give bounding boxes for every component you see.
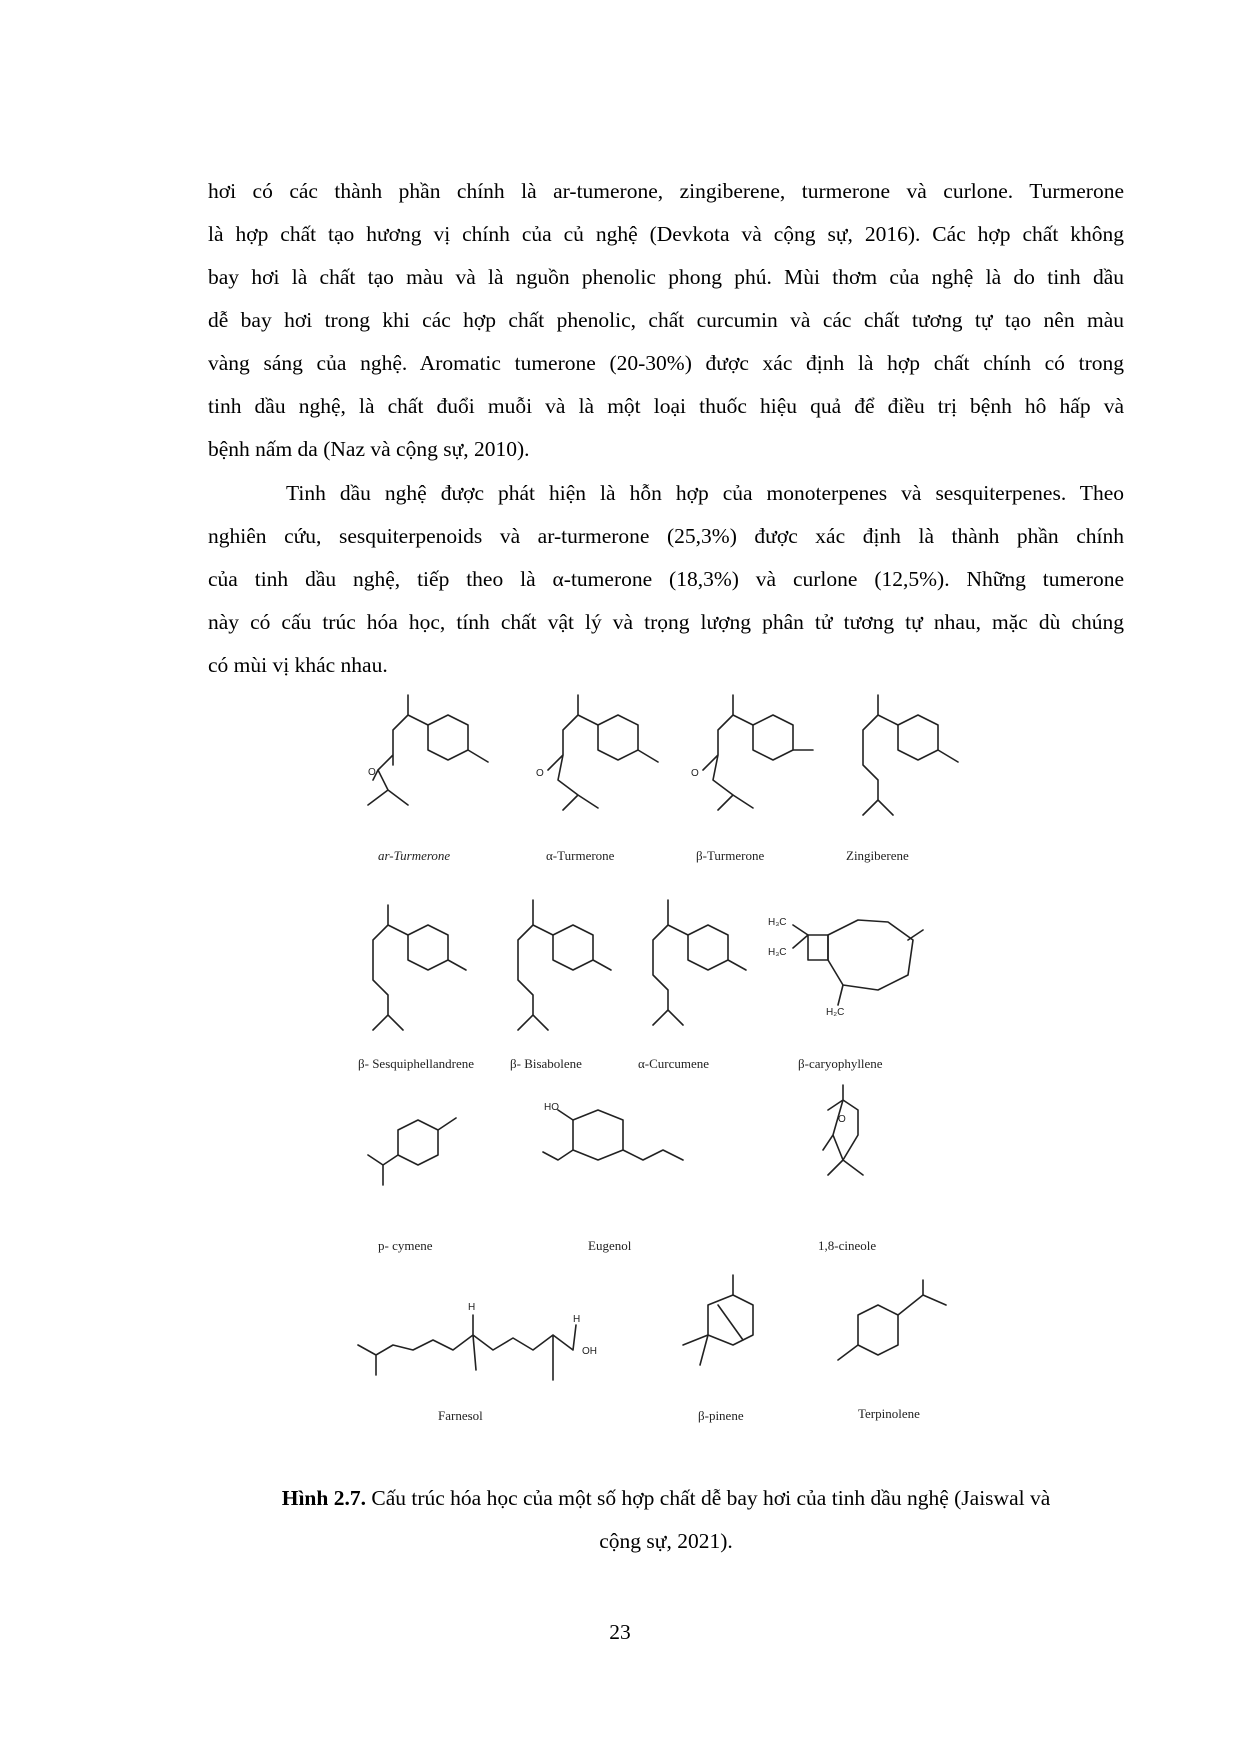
caption-line-1 xyxy=(208,1477,1124,1520)
beta-caryophyllene-structure xyxy=(768,917,923,1018)
paragraph-line: tinh dầu nghệ, là chất đuổi muỗi và là một loại thuốc hiệu quả để điều trị bệnh hô hấp và xyxy=(208,394,1124,418)
paragraph-line: vàng sáng của nghệ. Aromatic tumerone (20-30%) được xác định là hợp chất chính có trong xyxy=(208,351,1124,375)
h2c-label: H₂C xyxy=(826,1007,845,1018)
beta-pinene-structure xyxy=(683,1275,753,1365)
hydroxyl-label: HO xyxy=(544,1102,559,1113)
caption-text: Cấu trúc hóa học của một số hợp chất dễ bay hơi của tinh dầu nghệ (Jaiswal và xyxy=(365,1486,1051,1510)
chemical-structures-figure xyxy=(348,690,1022,1470)
paragraph-line: Tinh dầu nghệ được phát hiện là hỗn hợp của monoterpenes và sesquiterpenes. Theo xyxy=(286,481,1124,505)
paragraph-line: dễ bay hơi trong khi các hợp chất phenolic, chất curcumin và các chất tương tự tạo nên màu xyxy=(208,308,1124,332)
p-cymene-structure xyxy=(368,1118,456,1185)
paragraph-line: là hợp chất tạo hương vị chính của củ nghệ (Devkota và cộng sự, 2016). Các hợp chất không xyxy=(208,222,1124,246)
alpha-turmerone-structure xyxy=(536,695,658,810)
beta-turmerone-structure xyxy=(691,695,813,810)
oxygen-label: O xyxy=(536,768,544,779)
alpha-curcumene-structure xyxy=(653,900,746,1025)
paragraph-2 xyxy=(208,472,1124,687)
beta-sesquiphellandrene-structure xyxy=(373,905,466,1030)
molecule-label: β-Turmerone xyxy=(696,848,765,863)
zingiberene-structure xyxy=(863,695,958,815)
oxygen-label: O xyxy=(838,1114,846,1125)
h3c-label: H₃C xyxy=(768,947,787,958)
molecule-label: Eugenol xyxy=(588,1238,632,1253)
molecule-label: α-Curcumene xyxy=(638,1056,710,1071)
molecule-label: Terpinolene xyxy=(858,1406,920,1421)
oxygen-label: O xyxy=(368,767,376,778)
molecule-label: Farnesol xyxy=(438,1408,483,1423)
hydrogen-label: H xyxy=(573,1314,581,1325)
molecule-label: β-pinene xyxy=(698,1408,744,1423)
h3c-label: H₃C xyxy=(768,917,787,928)
molecule-label: Zingiberene xyxy=(846,848,909,863)
paragraph-line: nghiên cứu, sesquiterpenoids và ar-turmerone (25,3%) được xác định là thành phần chính xyxy=(208,524,1124,548)
molecule-label: α-Turmerone xyxy=(546,848,615,863)
paragraph-line: bay hơi là chất tạo màu và là nguồn phenolic phong phú. Mùi thơm của nghệ là do tinh dầu xyxy=(208,265,1124,289)
paragraph-line: này có cấu trúc hóa học, tính chất vật lý và trọng lượng phân tử tương tự nhau, mặc dù chúng xyxy=(208,610,1124,634)
ar-turmerone-structure xyxy=(368,695,488,805)
terpinolene-structure xyxy=(838,1280,946,1360)
molecule-label: p- cymene xyxy=(378,1238,433,1253)
eugenol-structure xyxy=(543,1102,683,1160)
figure-caption xyxy=(208,1477,1124,1563)
hydrogen-label: H xyxy=(468,1302,476,1313)
paragraph-1 xyxy=(208,170,1124,471)
caption-line-2: cộng sự, 2021). xyxy=(599,1529,733,1553)
paragraph-line: hơi có các thành phần chính là ar-tumerone, zingiberene, turmerone và curlone. Turmerone xyxy=(208,179,1124,203)
molecule-label: β- Bisabolene xyxy=(510,1056,582,1071)
hydroxyl-label: OH xyxy=(582,1346,597,1357)
paragraph-line: có mùi vị khác nhau. xyxy=(208,653,388,677)
caption-label: Hình 2.7. xyxy=(281,1486,366,1510)
paragraph-line: bệnh nấm da (Naz và cộng sự, 2010). xyxy=(208,437,530,461)
paragraph-line: của tinh dầu nghệ, tiếp theo là α-tumerone (18,3%) và curlone (12,5%). Những tumerone xyxy=(208,567,1124,591)
beta-bisabolene-structure xyxy=(518,900,611,1030)
molecule-label: ar-Turmerone xyxy=(378,848,451,863)
cineole-structure xyxy=(823,1085,863,1175)
molecule-label: β- Sesquiphellandrene xyxy=(358,1056,474,1071)
molecule-label: β-caryophyllene xyxy=(798,1056,883,1071)
page-number: 23 xyxy=(609,1620,631,1644)
molecule-label: 1,8-cineole xyxy=(818,1238,877,1253)
oxygen-label: O xyxy=(691,768,699,779)
farnesol-structure xyxy=(358,1302,597,1380)
